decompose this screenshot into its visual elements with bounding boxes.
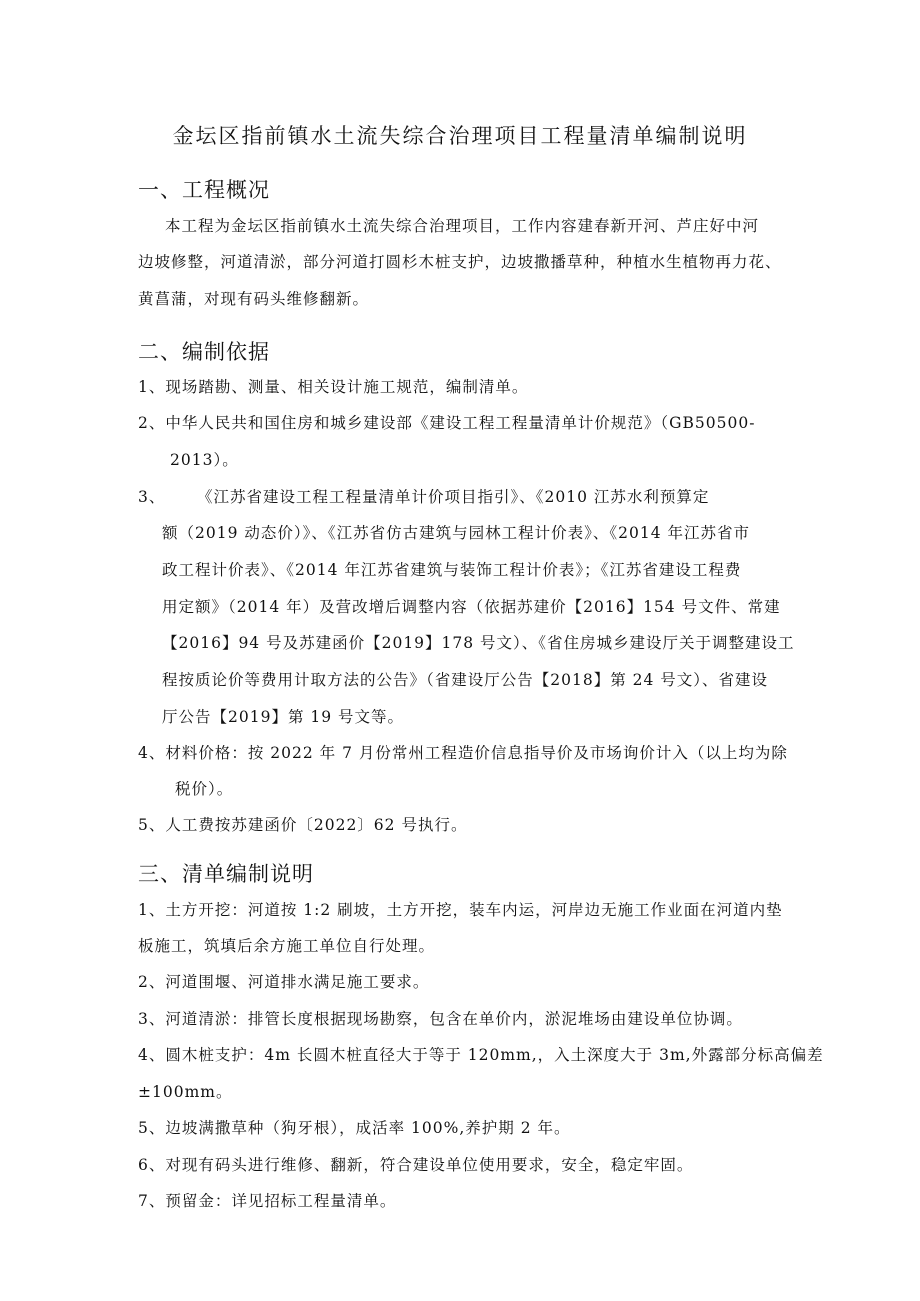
list-item-continued: ±100mm。 bbox=[138, 1083, 233, 1101]
section-heading-description: 三、清单编制说明 bbox=[138, 862, 314, 886]
list-item: 5、边坡满撒草种（狗牙根），成活率 100%,养护期 2 年。 bbox=[138, 1119, 571, 1137]
list-item: 3、河道清淤：排管长度根据现场勘察，包含在单价内，淤泥堆场由建设单位协调。 bbox=[138, 1010, 743, 1028]
list-item-continued: 用定额》（2014 年）及营改增后调整内容（依据苏建价【2016】154 号文件、常建 bbox=[162, 598, 781, 616]
list-item: 2、河道围堰、河道排水满足施工要求。 bbox=[138, 973, 430, 991]
list-item-continued: 政工程计价表》、《2014 年江苏省建筑与装饰工程计价表》；《江苏省建设工程费 bbox=[162, 561, 742, 579]
list-item-continued: 【2016】94 号及苏建函价【2019】178 号文）、《省住房城乡建设厅关于调整建设工 bbox=[162, 634, 795, 652]
list-item: 4、材料价格：按 2022 年 7 月份常州工程造价信息指导价及市场询价计入（以上均为除 bbox=[138, 744, 788, 762]
list-item: 《江苏省建设工程工程量清单计价项目指引》、《2010 江苏水利预算定 bbox=[197, 488, 710, 506]
list-item: 5、人工费按苏建函价〔2022〕62 号执行。 bbox=[138, 816, 468, 834]
list-item-continued: 额（2019 动态价）》、《江苏省仿古建筑与园林工程计价表》、《2014 年江苏省市 bbox=[162, 524, 750, 542]
list-item-number: 3、 bbox=[138, 488, 166, 506]
list-item: 2、中华人民共和国住房和城乡建设部《建设工程工程量清单计价规范》（GB50500- bbox=[138, 414, 756, 432]
paragraph-line: 本工程为金坛区指前镇水土流失综合治理项目，工作内容建春新开河、芦庄好中河 bbox=[165, 217, 760, 235]
section-heading-basis: 二、编制依据 bbox=[138, 340, 270, 364]
list-item-continued: 厅公告【2019】第 19 号文等。 bbox=[162, 708, 405, 726]
paragraph-line: 边坡修整，河道清淤，部分河道打圆杉木桩支护，边坡撒播草种，种植水生植物再力花、 bbox=[138, 253, 782, 271]
list-item-continued: 税价）。 bbox=[175, 780, 234, 798]
list-item-continued: 板施工，筑填后余方施工单位自行处理。 bbox=[138, 937, 436, 955]
list-item: 7、预留金：详见招标工程量清单。 bbox=[138, 1192, 397, 1210]
list-item: 4、圆木桩支护：4m 长圆木桩直径大于等于 120mm,，入土深度大于 3m,外露部分标高偏差 bbox=[138, 1046, 824, 1064]
list-item: 1、现场踏勘、测量、相关设计施工规范，编制清单。 bbox=[138, 378, 529, 396]
paragraph-line: 黄菖蒲，对现有码头维修翻新。 bbox=[138, 290, 370, 308]
list-item: 1、土方开挖：河道按 1:2 刷坡，土方开挖，装车内运，河岸边无施工作业面在河道内垫 bbox=[138, 901, 783, 919]
section-heading-overview: 一、工程概况 bbox=[138, 178, 270, 202]
document-title: 金坛区指前镇水土流失综合治理项目工程量清单编制说明 bbox=[172, 124, 748, 148]
list-item-continued: 2013）。 bbox=[170, 451, 239, 469]
list-item: 6、对现有码头进行维修、翻新，符合建设单位使用要求，安全，稳定牢固。 bbox=[138, 1156, 694, 1174]
list-item-continued: 程按质论价等费用计取方法的公告》（省建设厅公告【2018】第 24 号文）、省建设 bbox=[162, 671, 769, 689]
